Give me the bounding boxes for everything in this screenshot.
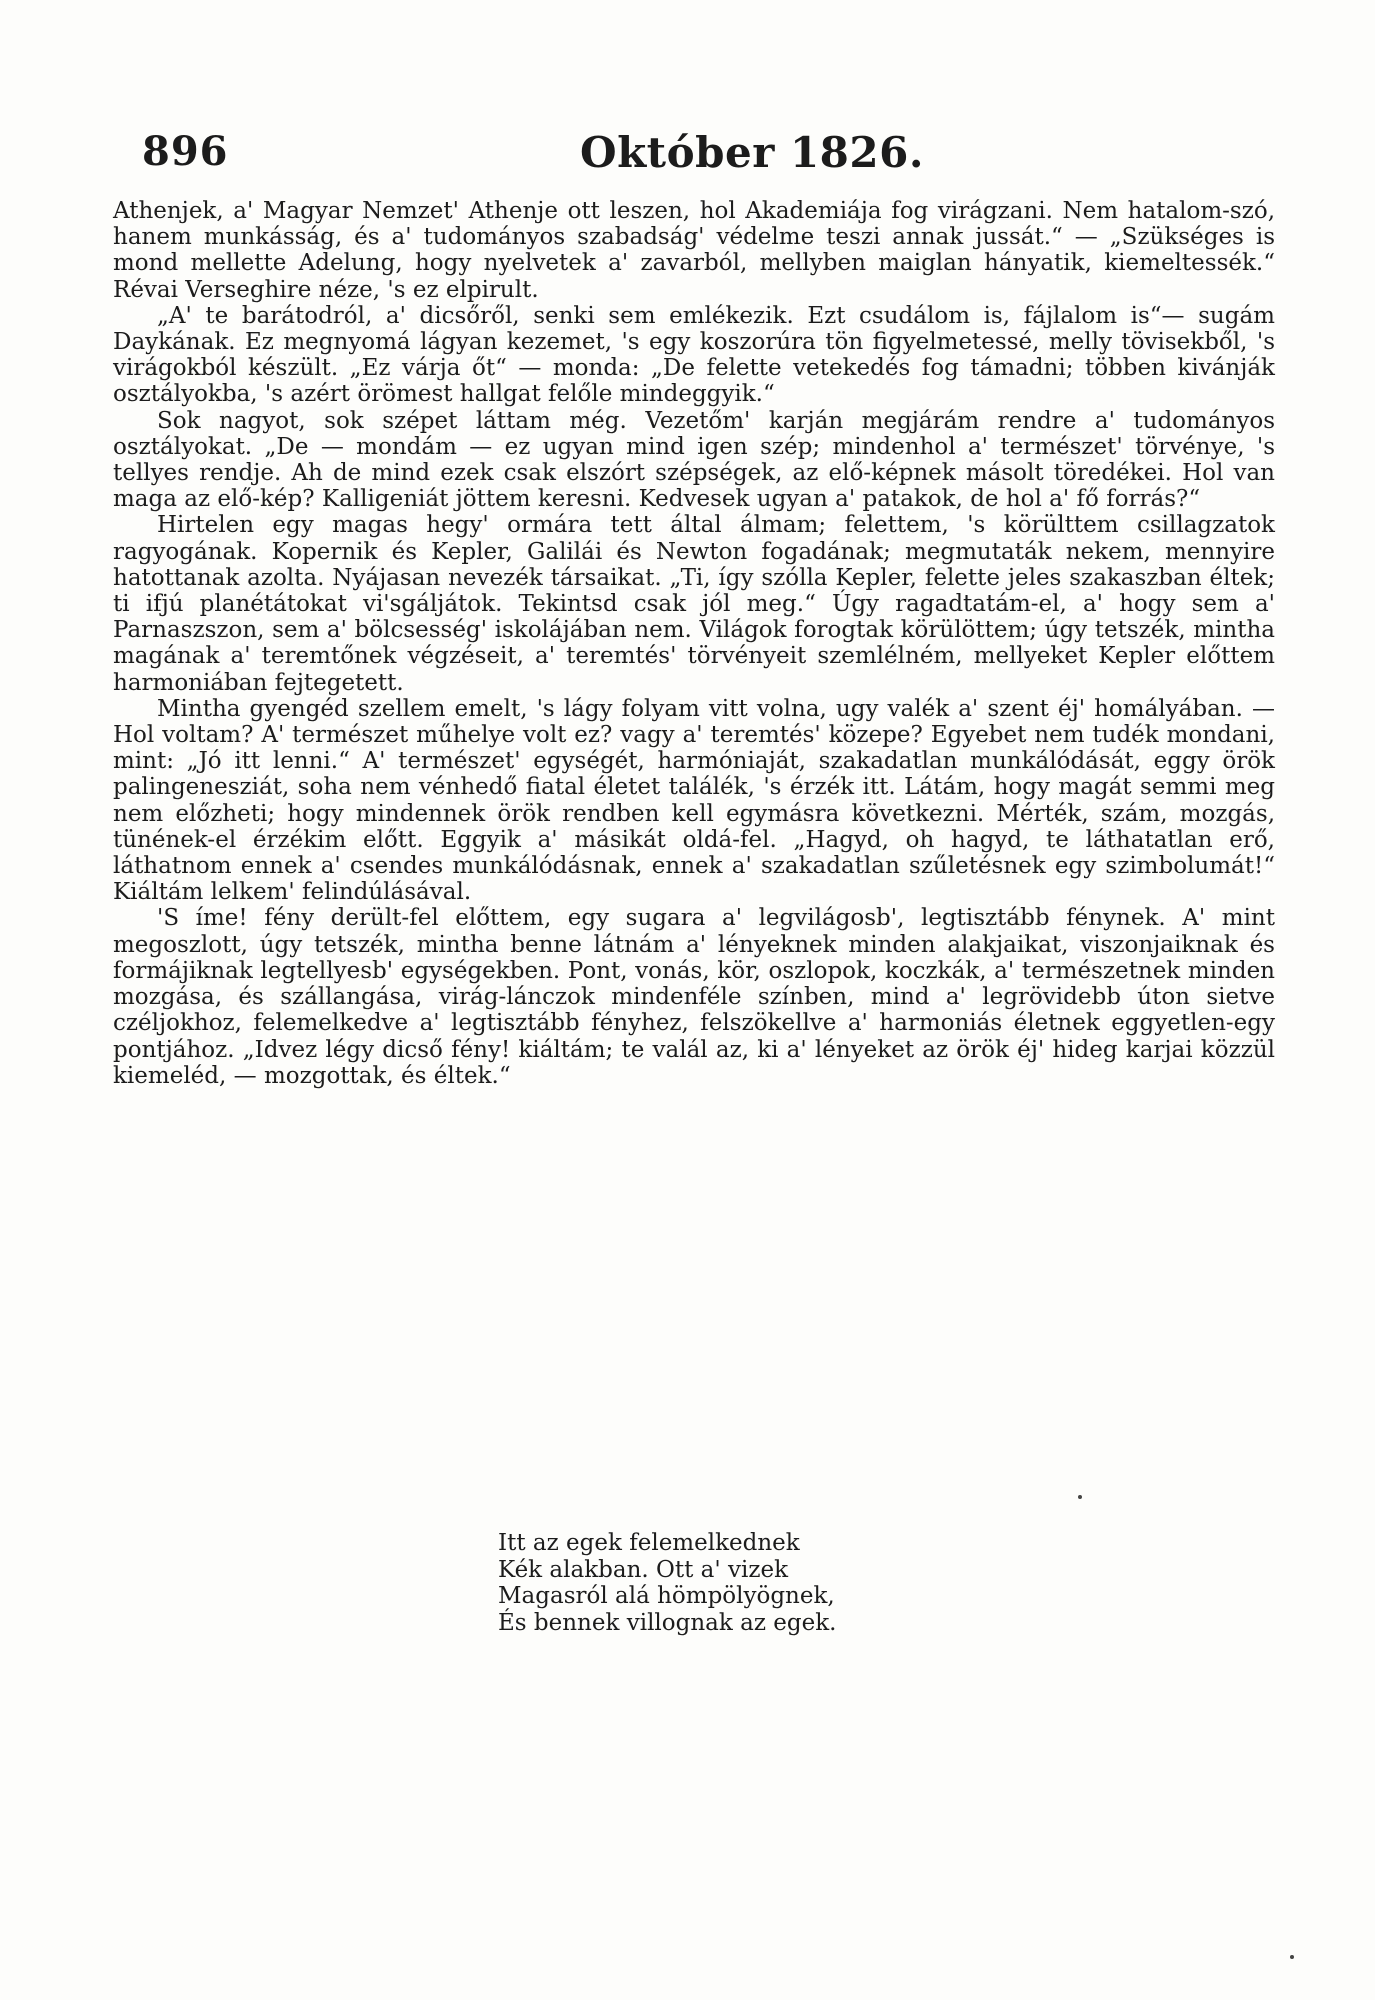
poem-verse: Kék alakban. Ott a' vizek xyxy=(498,1556,789,1583)
page-number: 896 xyxy=(142,128,229,175)
paragraph: 'S íme! fény derült-fel előttem, egy sugara a' legvilágosb', legtisztább fénynek. A' mint megoszlott, úgy tetszék, mintha benne látnám a' lényeknek minden alakjaikat, viszonjaiknak és formájiknak legtellyesb' egységekben. Pont, vonás, kör, oszlopok, koczkák, a' természetnek minden mozgása, és szállangása, virág-lánczok mindenféle színben, mind a' legrövidebb úton sietve czéljokhoz, felemelkedve a' legtisztább fényhez, felszökellve a' harmoniás életnek eggyetlen-egy pontjához. „Idvez légy dicső fény! kiáltám; te valál az, ki a' lényeket az örök éj' hideg karjai közzül kiemeléd, — mozgottak, és éltek.“ xyxy=(113,905,1275,1089)
paragraph: Hirtelen egy magas hegy' ormára tett által álmam; felettem, 's körülttem csillagzatok ragyogának. Kopernik és Kepler, Galilái és Newton fogadának; megmutaták nekem, mennyire hatottanak azolta. Nyájasan nevezék társaikat. „Ti, így szólla Kepler, felette jeles szakaszban éltek; ti ifjú planétátokat vi'sgáljátok. Tekintsd csak jól meg.“ Úgy ragadtatám-el, a' hogy sem a' Parnaszszon, sem a' bölcsesség' iskolájában nem. Világok forogtak körülöttem; úgy tetszék, mintha magának a' teremtőnek végzéseit, a' teremtés' törvényeit szemlélném, mellyeket Kepler előttem harmoniában fejtegetett. xyxy=(113,512,1275,696)
running-title: Október 1826. xyxy=(580,128,924,177)
paragraph: Mintha gyengéd szellem emelt, 's lágy folyam vitt volna, ugy valék a' szent éj' homályában. — Hol voltam? A' természet műhelye volt ez? vagy a' teremtés' közepe? Egyebet nem tudék mondani, mint: „Jó itt lenni.“ A' természet' egységét, harmóniaját, szakadatlan munkálódását, eggy örök palingenesziát, soha nem vénhedő fiatal életet találék, 's érzék itt. Látám, hogy magát semmi meg nem előzheti; hogy mindennek örök rendben kell egymásra következni. Mérték, szám, mozgás, tünének-el érzékim előtt. Eggyik a' másikát oldá-fel. „Hagyd, oh hagyd, te láthatatlan erő, láthatnom ennek a' csendes munkálódásnak, ennek a' szakadatlan szűletésnek egy szimbolumát!“ Kiáltám lelkem' felindúlásával. xyxy=(113,695,1275,906)
paragraph: „A' te barátodról, a' dicsőről, senki sem emlékezik. Ezt csudálom is, fájlalom is“— sugám Daykának. Ez megnyomá lágyan kezemet, 's egy koszorúra tön figyelmetessé, melly tövisekből, 's virágokból készült. „Ez várja őt“ — monda: „De felette vetekedés fog támadni; többen kivánják osztályokba, 's azért örömest hallgat felőle mindeggyik.“ xyxy=(113,302,1275,408)
poem-verse: Itt az egek felemelkednek xyxy=(498,1530,800,1556)
print-speck xyxy=(1078,1495,1082,1499)
poem-verse: Magasról alá hömpölyögnek, xyxy=(498,1583,835,1609)
paragraph: Athenjek, a' Magyar Nemzet' Athenje ott leszen, hol Akademiája fog virágzani. Nem hatalom-szó, hanem munkásság, és a' tudományos szabadság' védelme teszi annak jussát.“ — „Szükséges is mond mellette Adelung, hogy nyelvetek a' zavarból, mellyben maiglan hányatik, kiemeltessék.“ Révai Verseghire néze, 's ez elpirult. xyxy=(113,198,1275,303)
print-speck xyxy=(1290,1955,1294,1959)
poem-stanza xyxy=(498,1530,836,1636)
poem-verse: És bennek villognak az egek. xyxy=(498,1609,837,1636)
text-body xyxy=(113,198,1275,1089)
paragraph: Sok nagyot, sok szépet láttam még. Vezetőm' karján megjárám rendre a' tudományos osztályokat. „De — mondám — ez ugyan mind igen szép; mindenhol a' természet' törvénye, 's tellyes rendje. Ah de mind ezek csak elszórt szépségek, az elő-képnek másolt töredékei. Hol van maga az elő-kép? Kalligeniát jöttem keresni. Kedvesek ugyan a' patakok, de hol a' fő forrás?“ xyxy=(113,407,1275,513)
page-header xyxy=(140,128,1290,188)
